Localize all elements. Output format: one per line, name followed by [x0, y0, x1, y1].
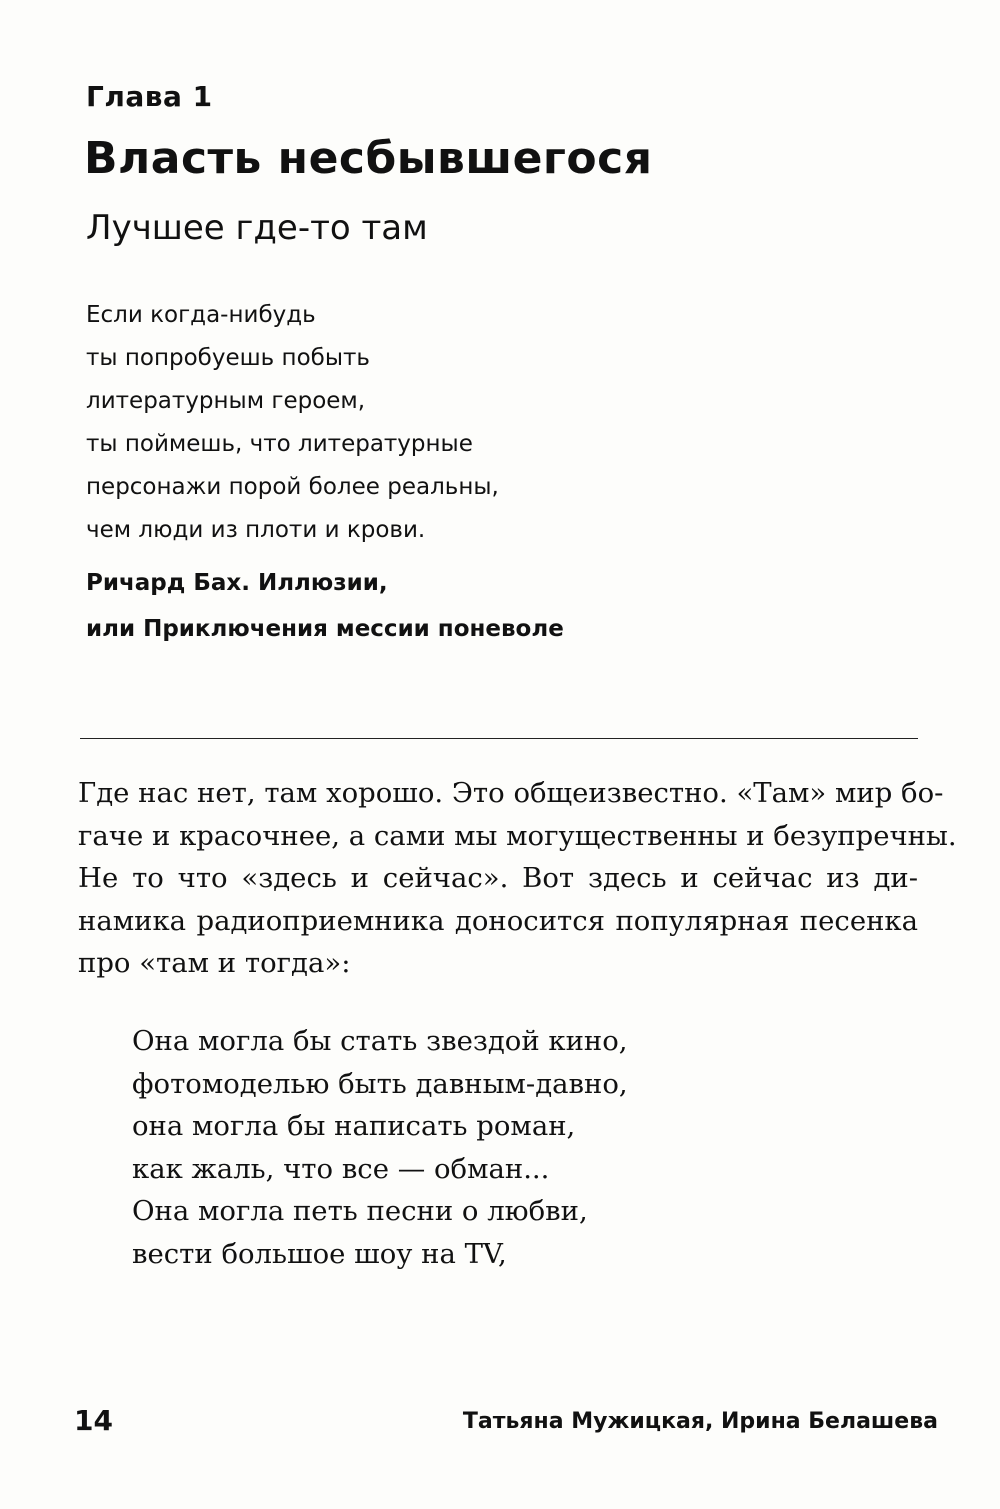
lyrics-line: вести большое шоу на TV, — [132, 1237, 507, 1270]
chapter-label: Глава 1 — [86, 80, 213, 113]
attribution-line: Ричард Бах. Иллюзии, — [86, 570, 388, 596]
epigraph-attribution — [86, 560, 564, 652]
epigraph-line: ты поймешь, что литературные — [86, 431, 473, 457]
epigraph-line: чем люди из плоти и крови. — [86, 517, 426, 543]
running-footer-authors: Татьяна Мужицкая, Ирина Белашева — [462, 1409, 938, 1434]
body-line: гаче и красочнее, а сами мы могущественны и безупречны. — [78, 819, 957, 852]
body-paragraph — [78, 772, 957, 985]
song-lyrics — [132, 1020, 628, 1275]
epigraph-line: персонажи порой более реальны, — [86, 474, 499, 500]
lyrics-line: она могла бы написать роман, — [132, 1110, 576, 1142]
epigraph-line: литературным героем, — [86, 388, 366, 414]
body-line: Где нас нет, там хорошо. Это общеизвестно. «Там» мир бо- — [78, 777, 944, 809]
attribution-line: или Приключения мессии поневоле — [86, 616, 564, 642]
lyrics-line: как жаль, что все — обман... — [132, 1152, 550, 1185]
epigraph-line: ты попробуешь побыть — [86, 345, 370, 371]
body-line: Не то что «здесь и сейчас». Вот здесь и сейчас из ди- — [78, 862, 918, 894]
section-divider — [80, 738, 918, 739]
body-line: про «там и тогда»: — [78, 947, 351, 979]
chapter-title: Власть несбывшегося — [84, 133, 653, 184]
chapter-subtitle: Лучшее где-то там — [86, 208, 428, 248]
epigraph — [86, 294, 499, 552]
body-line: намика радиоприемника доносится популярная песенка — [78, 904, 918, 937]
epigraph-line: Если когда-нибудь — [86, 302, 316, 328]
lyrics-line: Она могла бы стать звездой кино, — [132, 1025, 628, 1057]
lyrics-line: фотомоделью быть давным-давно, — [132, 1067, 628, 1100]
page-number: 14 — [74, 1404, 113, 1437]
lyrics-line: Она могла петь песни о любви, — [132, 1195, 588, 1227]
